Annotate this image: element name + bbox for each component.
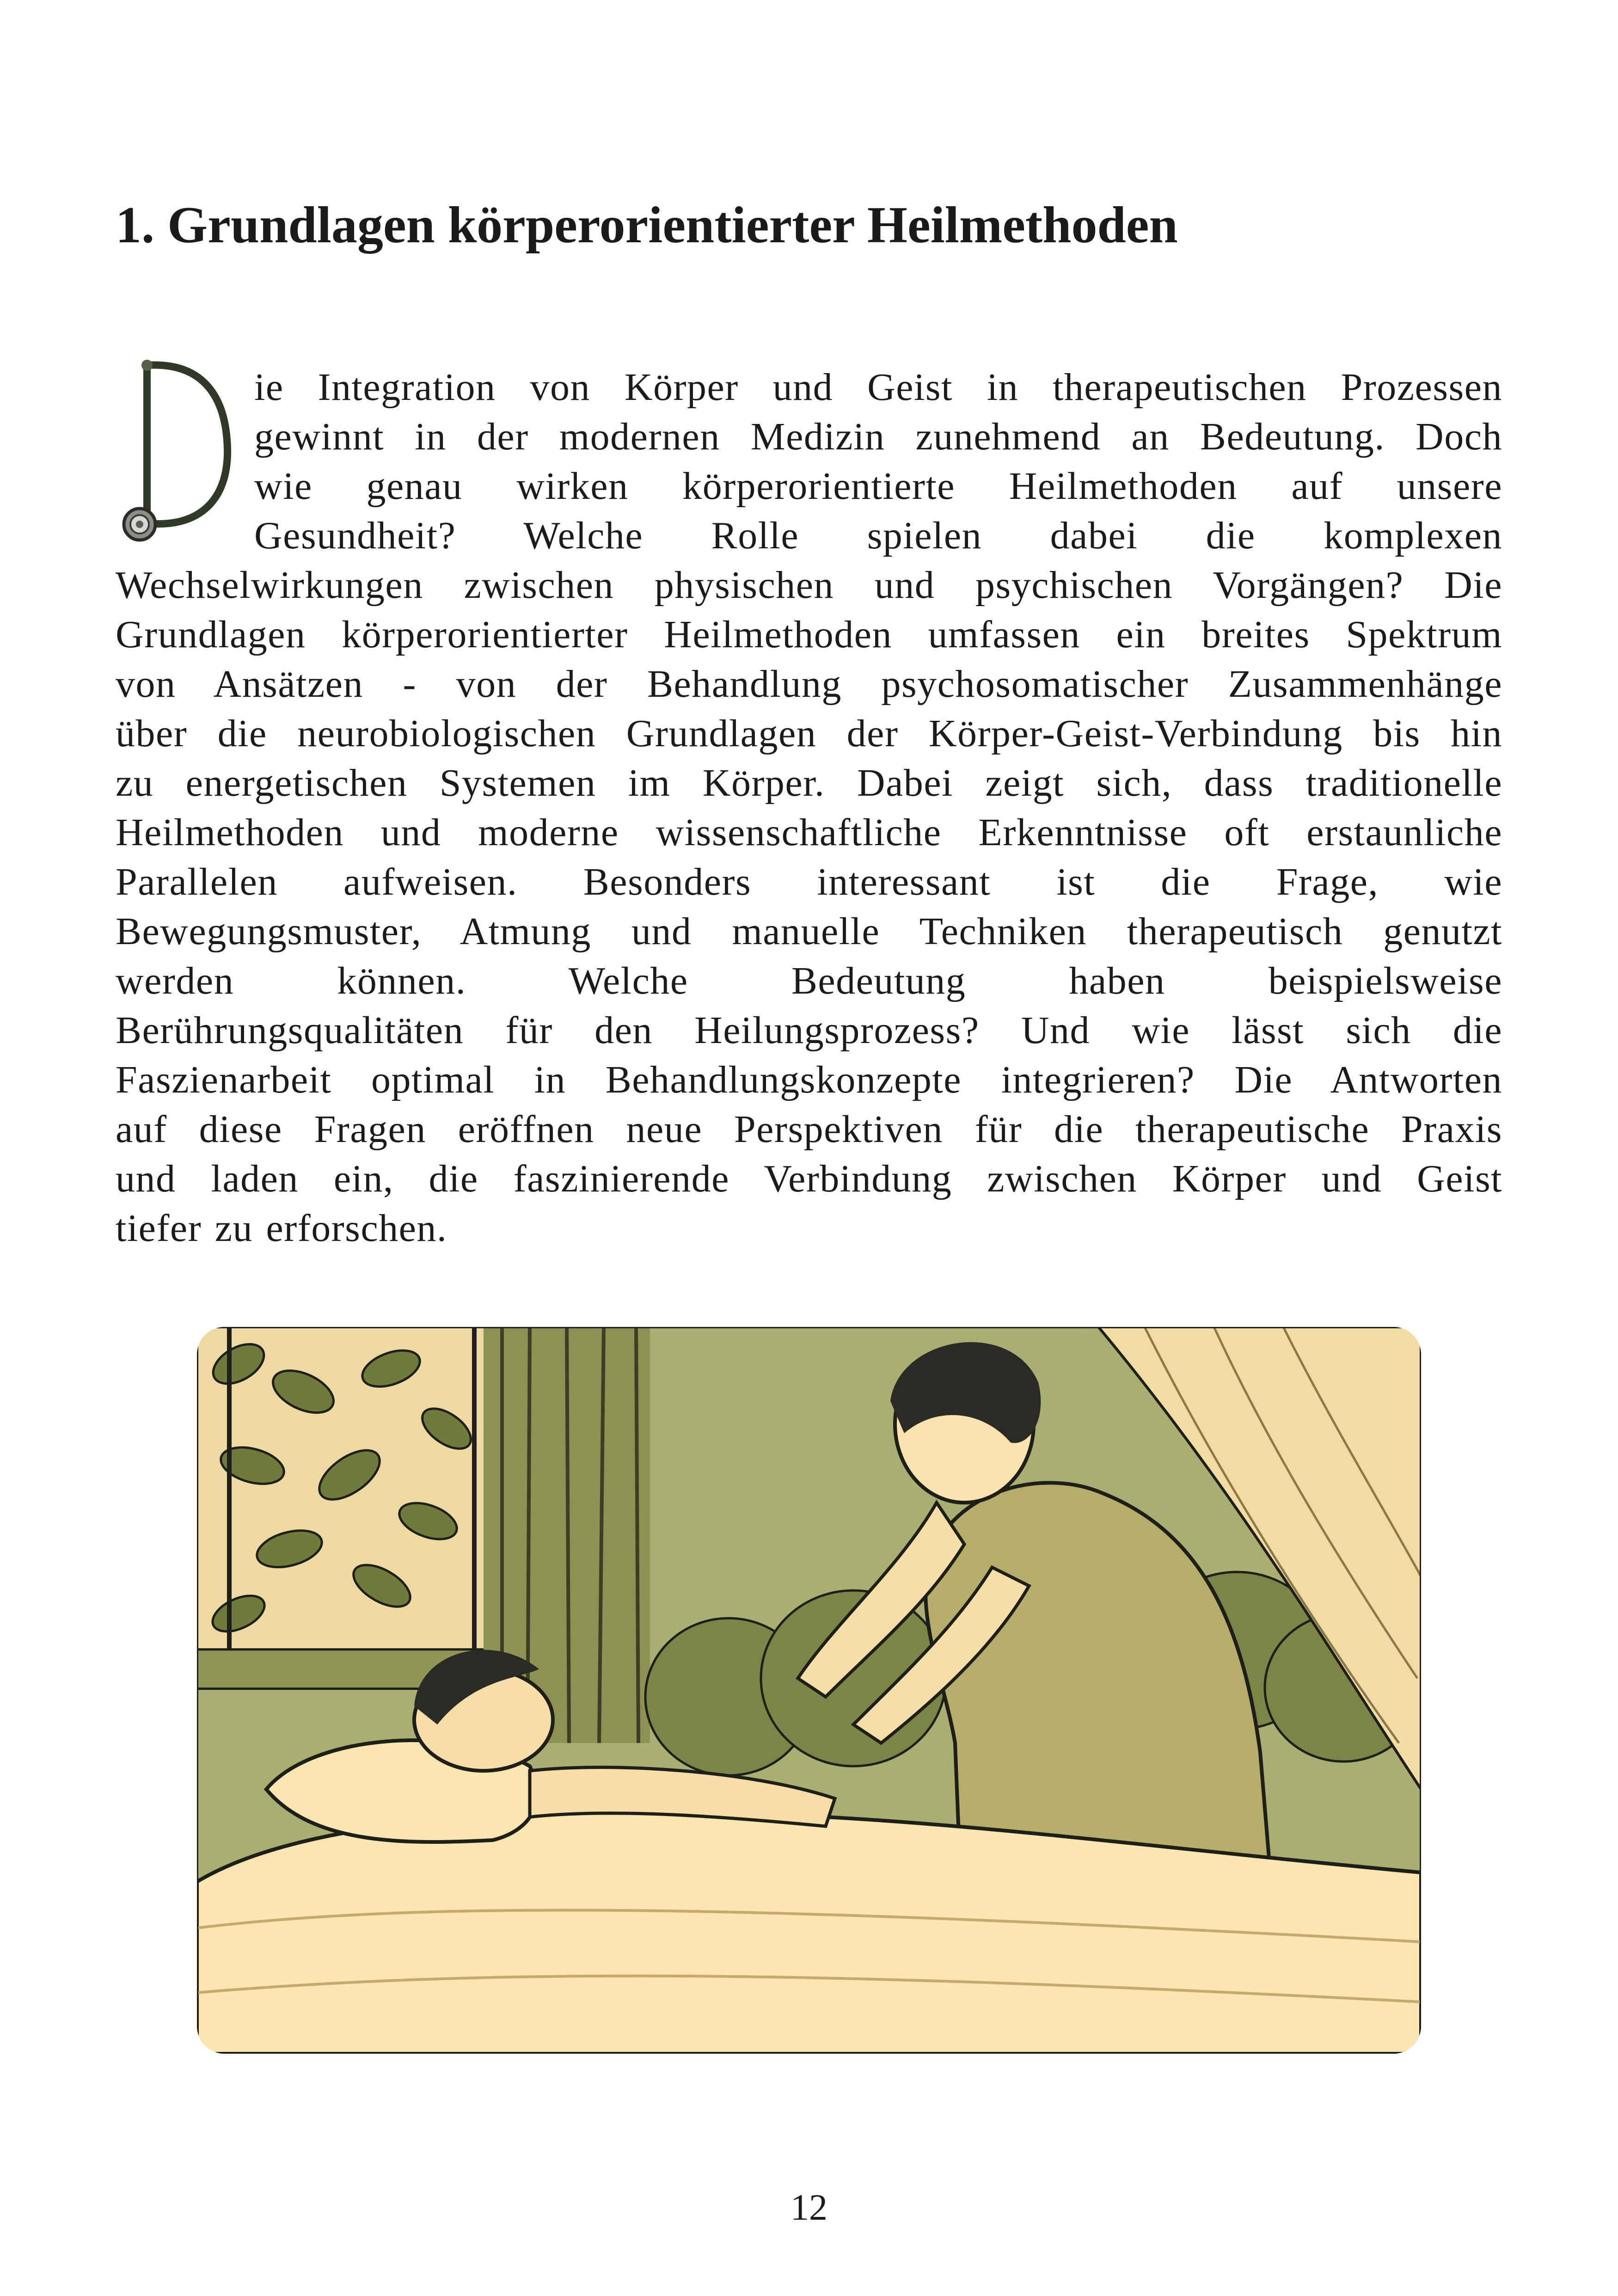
- intro-line: und laden ein, die faszinierende Verbindung zwischen Körper und Geist: [116, 1157, 1502, 1200]
- intro-line: Parallelen aufweisen. Besonders interessant ist die Frage, wie: [116, 860, 1502, 903]
- intro-line: Gesundheit? Welche Rolle spielen dabei die komplexen: [254, 514, 1502, 557]
- intro-line: wie genau wirken körperorientierte Heilmethoden auf unsere: [254, 465, 1502, 508]
- intro-line: Wechselwirkungen zwischen physischen und psychischen Vorgängen? Die: [116, 564, 1502, 607]
- intro-line: Heilmethoden und moderne wissenschaftliche Erkenntnisse oft erstaunliche: [116, 811, 1502, 854]
- intro-line: werden können. Welche Bedeutung haben beispielsweise: [116, 959, 1502, 1002]
- intro-line: tiefer zu erforschen.: [116, 1207, 447, 1250]
- intro-line: ie Integration von Körper und Geist in therapeutischen Prozessen: [254, 366, 1502, 409]
- chapter-title: 1. Grundlagen körperorientierter Heilmethoden: [116, 196, 1178, 254]
- intro-line: gewinnt in der modernen Medizin zunehmend an Bedeutung. Doch: [254, 415, 1502, 458]
- intro-line: Berührungsqualitäten für den Heilungsprozess? Und wie lässt sich die: [116, 1009, 1502, 1052]
- illustration-caregiver-at-bedside: [197, 1327, 1421, 2054]
- intro-paragraph: [116, 362, 1502, 1253]
- intro-line: Bewegungsmuster, Atmung und manuelle Techniken therapeutisch genutzt: [116, 910, 1502, 953]
- intro-line: über die neurobiologischen Grundlagen der Körper-Geist-Verbindung bis hin: [116, 712, 1502, 755]
- intro-line: zu energetischen Systemen im Körper. Dabei zeigt sich, dass traditionelle: [116, 761, 1502, 804]
- intro-line: auf diese Fragen eröffnen neue Perspektiven für die therapeutische Praxis: [116, 1108, 1502, 1151]
- intro-line: Grundlagen körperorientierter Heilmethoden umfassen ein breites Spektrum: [116, 613, 1502, 656]
- intro-line: von Ansätzen - von der Behandlung psychosomatischer Zusammenhänge: [116, 663, 1502, 706]
- page-number: 12: [791, 2187, 827, 2228]
- intro-line: Faszienarbeit optimal in Behandlungskonzepte integrieren? Die Antworten: [116, 1058, 1502, 1101]
